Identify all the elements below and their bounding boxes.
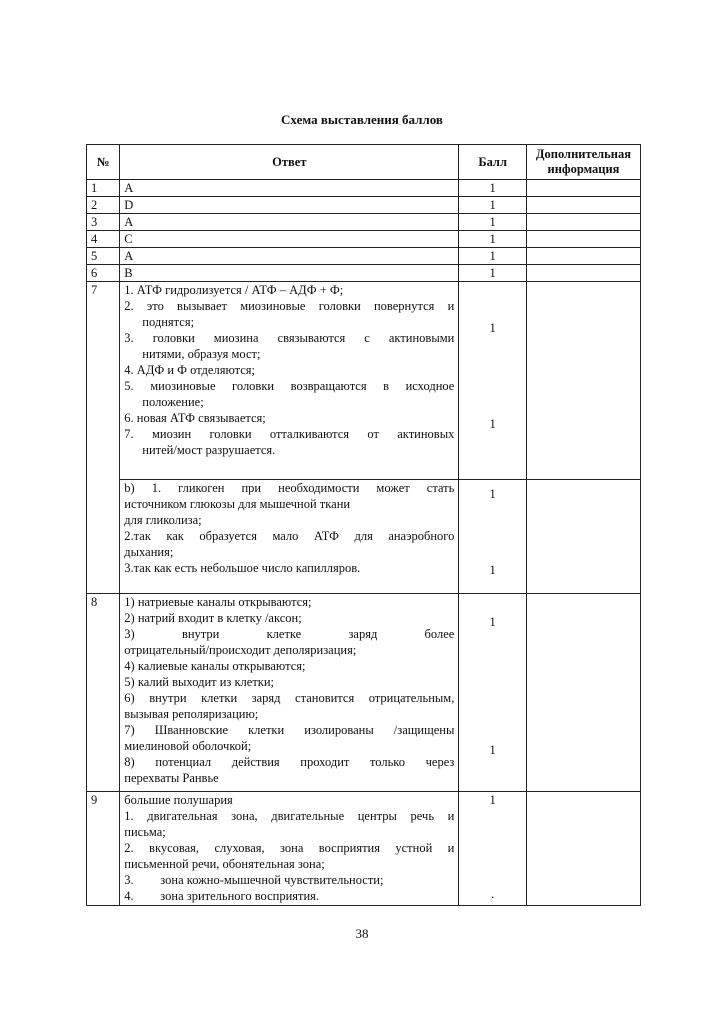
header-score: Балл [459,145,527,180]
item-text: зона кожно-мышечной чувствительности; [160,873,384,887]
row-answer: A [120,180,459,197]
answer-line: b) 1. гликоген при необходимости может стать [124,481,455,495]
row-num-7: 7 [87,282,120,594]
answer-line: 8) потенциал действия проходит только через [124,755,455,769]
answer-line: миелиновой оболочкой; [124,739,252,753]
row-info [526,197,640,214]
row-score: 1 [459,265,527,282]
table-row-q9 [87,792,641,906]
score-value: 1 [489,743,496,757]
row-answer: C [120,231,459,248]
answer-line: дыхания; [124,545,174,559]
answer-line: 5. миозиновые головки возвращаются в исходное [124,379,455,393]
answer-line: перехваты Ранвье [124,771,219,785]
row-num: 2 [87,197,120,214]
table-row [87,248,641,265]
table-row-q7a [87,282,641,480]
answer-q8 [120,594,459,792]
row-score: 1 [459,231,527,248]
score-value: 1 [489,321,496,335]
table-row [87,197,641,214]
table-row-q8 [87,594,641,792]
answer-line: отрицательный/происходит деполяризация; [124,643,357,657]
answer-line: 4) калиевые каналы открываются; [124,659,306,673]
answer-line: большие полушария [124,793,233,807]
answer-line: нитей/мост разрушается. [142,443,276,457]
row-score: 1 [459,180,527,197]
score-q9 [459,792,527,906]
answer-line [124,872,454,888]
answer-line: 5) калий выходит из клетки; [124,675,275,689]
row-info [526,248,640,265]
row-score: 1 [459,214,527,231]
answer-line: 7. миозин головки отталкиваются от актиновых [124,427,455,441]
answer-q9 [120,792,459,906]
answer-line: 4. АДФ и Ф отделяются; [124,363,256,377]
answer-line: 1) натриевые каналы открываются; [124,595,312,609]
score-value: 1 [489,615,496,629]
row-info [526,231,640,248]
answer-line: 1. двигательная зона, двигательные центры речь и [124,809,455,823]
score-q7b [459,480,527,594]
info-q7a [526,282,640,480]
score-value: 1 [489,793,496,807]
answer-line: 7) Шванновские клетки изолированы /защищены [124,723,455,737]
answer-line: источником глюкозы для мышечной ткани [124,497,351,511]
score-value: 1 [489,563,496,577]
score-q8 [459,594,527,792]
table-row [87,231,641,248]
row-num: 4 [87,231,120,248]
row-answer: A [120,248,459,265]
row-num: 6 [87,265,120,282]
row-num: 1 [87,180,120,197]
answer-line [124,888,454,904]
answer-line: 3.так как есть небольшое число капилляров. [124,561,361,575]
row-num: 3 [87,214,120,231]
row-info [526,265,640,282]
page-title: Схема выставления баллов [281,112,443,127]
answer-line: поднятся; [142,315,195,329]
info-q8 [526,594,640,792]
item-text: зона зрительного восприятия. [160,889,320,903]
row-num-8: 8 [87,594,120,792]
row-score: 1 [459,248,527,265]
answer-line: 2. вкусовая, слуховая, зона восприятия устной и [124,841,455,855]
info-q7b [526,480,640,594]
answer-q7a [120,282,459,480]
scoring-table [86,144,641,906]
info-q9 [526,792,640,906]
header-info: Дополнительная информация [526,145,640,180]
row-info [526,214,640,231]
table-row-q7b [87,480,641,594]
answer-line: 6) внутри клетки заряд становится отрицательным, [124,691,455,705]
row-info [526,180,640,197]
answer-line: 1. АТФ гидролизуется / АТФ – АДФ + Ф; [124,283,344,297]
answer-line: 6. новая АТФ связывается; [124,411,266,425]
score-value: . [491,887,495,901]
row-num: 5 [87,248,120,265]
table-row [87,214,641,231]
answer-line: 3) внутри клетке заряд более [124,627,455,641]
answer-line: 2.так как образуется мало АТФ для анаэробного [124,529,455,543]
item-number: 3. [124,873,134,887]
page-number: 38 [355,926,369,941]
header-answer: Ответ [120,145,459,180]
answer-line: вызывая реполяризацию; [124,707,259,721]
row-num-9: 9 [87,792,120,906]
score-value: 1 [489,417,496,431]
table-row [87,265,641,282]
answer-line: 2) натрий входит в клетку /аксон; [124,611,302,625]
answer-line: для гликолиза; [124,513,202,527]
row-answer: B [120,265,459,282]
answer-line: письма; [124,825,166,839]
row-answer: A [120,214,459,231]
answer-line: нитями, образуя мост; [142,347,261,361]
score-q7a [459,282,527,480]
answer-line: 3. головки миозина связываются с актиновыми [124,331,455,345]
header-num: № [87,145,120,180]
answer-line: положение; [142,395,204,409]
answer-line: 2. это вызывает миозиновые головки повернутся и [124,299,455,313]
row-answer: D [120,197,459,214]
score-value: 1 [489,487,496,501]
table-header-row [87,145,641,180]
row-score: 1 [459,197,527,214]
item-number: 4. [124,889,134,903]
answer-line: письменной речи, обонятельная зона; [124,857,325,871]
table-row [87,180,641,197]
answer-q7b [120,480,459,594]
